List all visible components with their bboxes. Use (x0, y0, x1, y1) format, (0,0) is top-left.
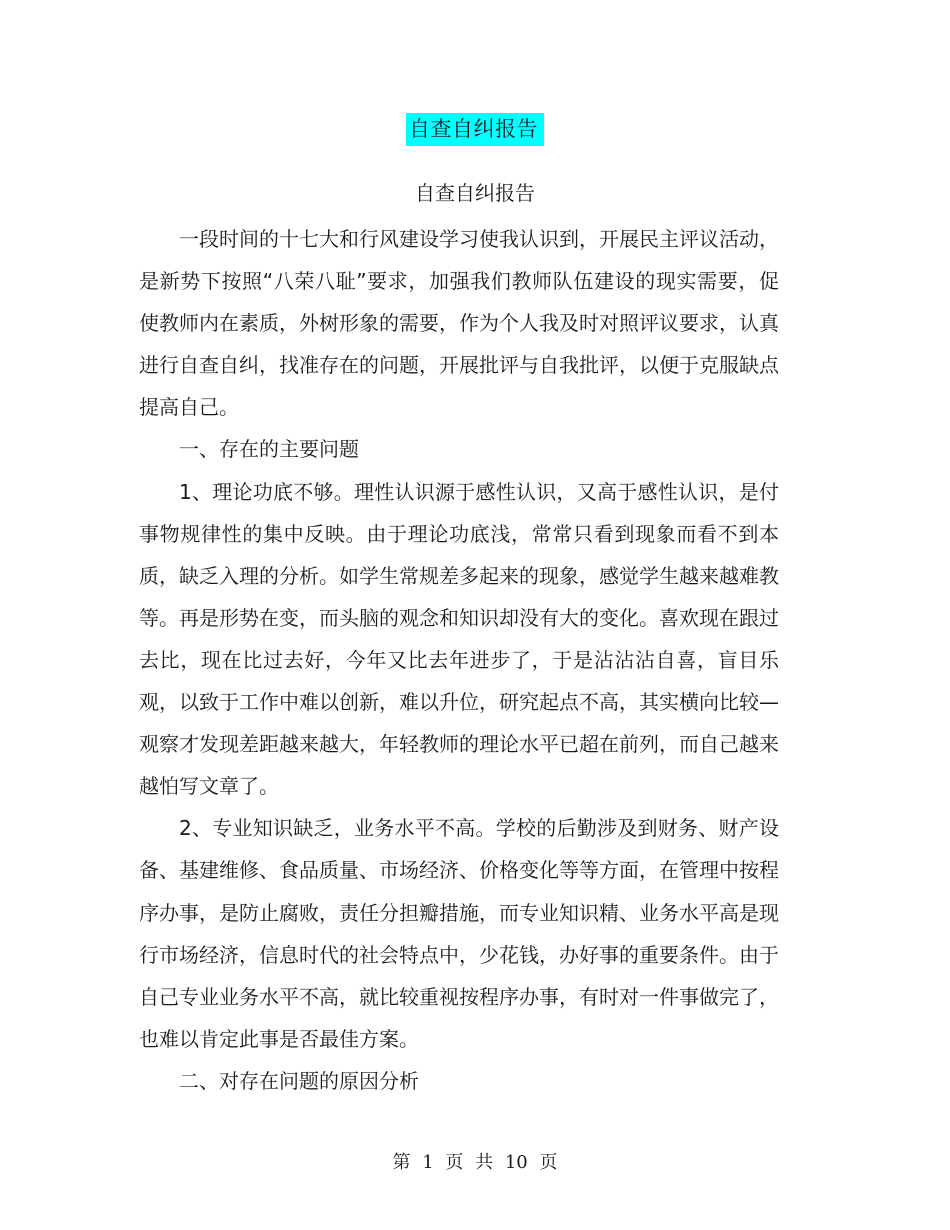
main-title: 自查自纠报告 (406, 113, 544, 146)
paragraph-point-1: 1、理论功底不够。理性认识源于感性认识，又高于感性认识，是付事物规律性的集中反映。由于理论功底浅，常常只看到现象而看不到本质，缺乏入理的分析。如学生常规差多起来的现象，感觉学生越来越难教等。再是形势在变，而头脑的观念和知识却没有大的变化。喜欢现在跟过去比，现在比过去好，今年又比去年进步了，于是沾沾沾自喜，盲目乐观，以致于工作中难以创新，难以升位，研究起点不高，其实横向比较—观察才发现差距越来越大，年轻教师的理论水平已超在前列，而自己越来越怕写文章了。 (139, 479, 779, 799)
sub-title: 自查自纠报告 (415, 181, 535, 205)
section-heading-2: 二、对存在问题的原因分析 (179, 1068, 419, 1093)
paragraph-point-2: 2、专业知识缺乏，业务水平不高。学校的后勤涉及到财务、财产设备、基建维修、食品质量、市场经济、价格变化等等方面，在管理中按程序办事，是防止腐败，责任分担瓣措施，而专业知识精、业务水平高是现行市场经济，信息时代的社会特点中，少花钱，办好事的重要条件。由于自己专业业务水平不高，就比较重视按程序办事，有时对一件事做完了，也难以肯定此事是否最佳方案。 (139, 816, 779, 1051)
paragraph-intro: 一段时间的十七大和行风建设学习使我认识到，开展民主评议活动，是新势下按照“八荣八耻”要求，加强我们教师队伍建设的现实需要，促使教师内在素质，外树形象的需要，作为个人我及时对照评议要求，认真进行自查自纠，找准存在的问题，开展批评与自我批评，以便于克服缺点提高自己。 (139, 227, 779, 420)
page-number-footer: 第 1 页 共 10 页 (392, 1152, 558, 1173)
document-body (139, 218, 779, 1102)
section-heading-1: 一、存在的主要问题 (179, 437, 359, 462)
main-title-container (0, 113, 950, 146)
